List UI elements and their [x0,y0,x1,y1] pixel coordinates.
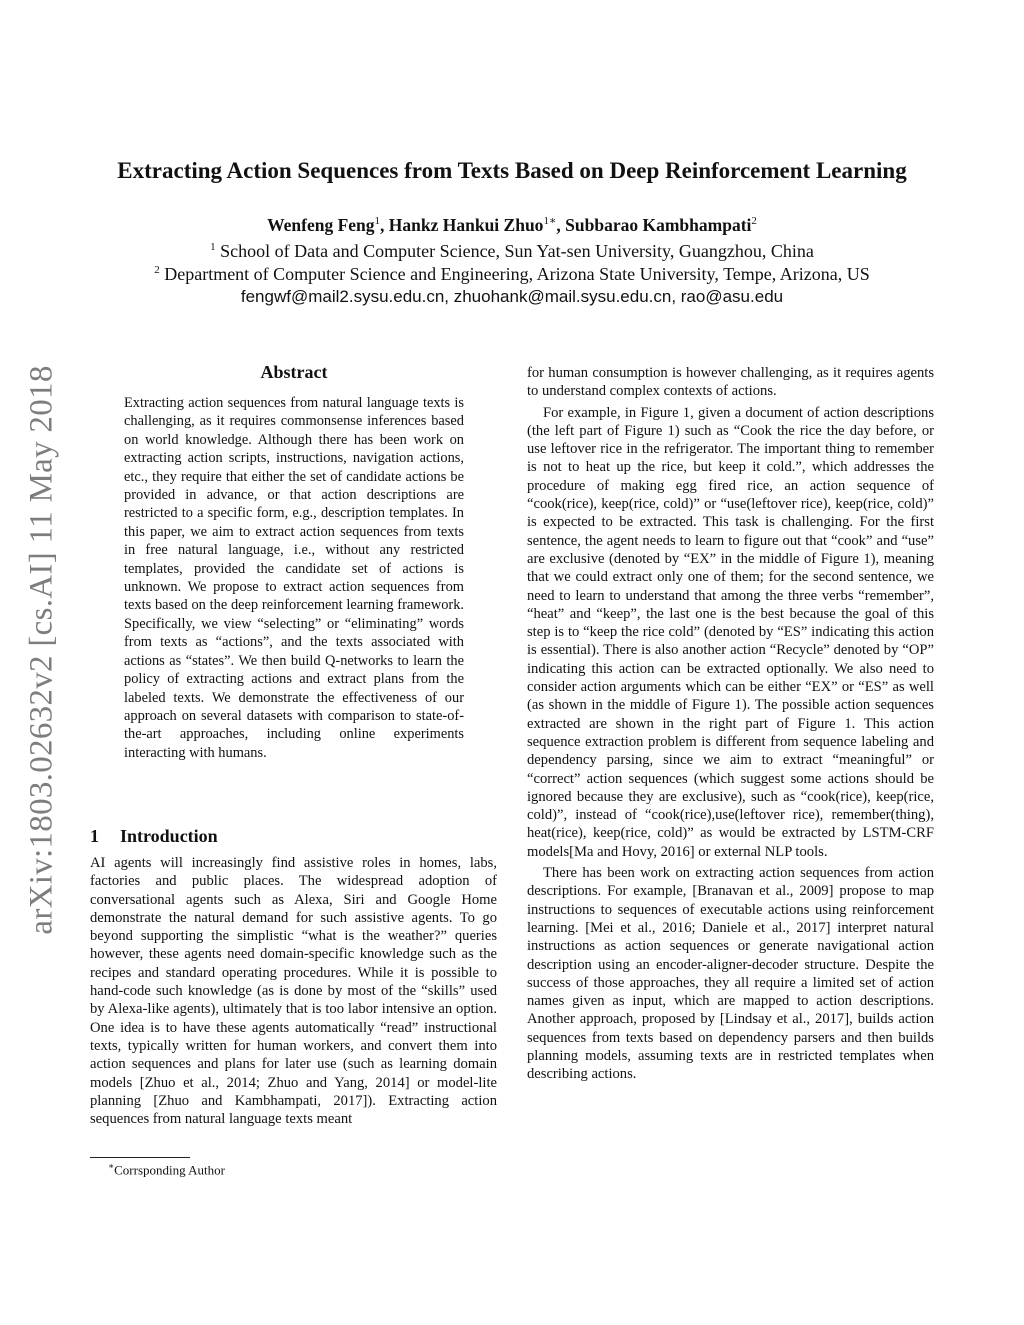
author-affiliation-mark: 1 [374,215,381,227]
paragraph: for human consumption is however challenging, as it requires agents to understand complex contexts of actions. [527,365,934,400]
paragraph: There has been work on extracting action sequences from action descriptions. For example, [Branavan et al., 2009] propose to map instructions to sequences of executable actions using reinforcement learning. [Mei et al., 2016; Daniele et al., 2017] interpret natural instructions as action sequences or generate navigational action description using an encoder-aligner-decoder structure. Despite the success of those approaches, they all require a limited set of action names given as input, which are mapped to action descriptions. Another approach, proposed by [Lindsay et al., 2017], builds action sequences from texts based on dependency parsers and then builds planning models, assuming texts are in restricted templates when describing actions. [527,865,934,1083]
paragraph: For example, in Figure 1, given a document of action descriptions (the left part of Figure 1) such as “Cook the rice the day before, or use leftover rice in the refrigerator. The important thing to remember is not to heat up the rice, but keep it cold.”, which addresses the procedure of making egg fired rice, an action sequence of “cook(rice), keep(rice, cold)” or “use(leftover rice), keep(rice, cold)” is expected to be extracted. This task is challenging. For the first sentence, the agent needs to learn to figure out that “cook” and “use” are exclusive (denoted by “EX” in the middle of Figure 1), meaning that we could extract only one of them; for the second sentence, we need to learn to understand that among the three verbs “remember”, “heat” and “keep”, the last one is the best because the goal of this step is to “keep the rice cold” (denoted by “ES” indicating this action is essential). There is also another action “Recycle” denoted by “OP” indicating this action can be extracted optionally. We also need to consider action arguments which can be either “EX” or “ES” as well (as shown in the middle of Figure 1). The possible action sequences extracted are shown in the right part of Figure 1. This action sequence extraction problem is different from sequence labeling and dependency parsing, since we aim to extract “meaningful” or “correct” action sequences (which suggest some actions should be ignored because they are exclusive), such as “cook(rice), keep(rice, cold)”, instead of “cook(rice),use(leftover rice), remember(thing), heat(rice), keep(rice, cold)” as would be extracted by LSTM-CRF models[Ma and Hovy, 2016] or external NLP tools. [527,404,934,860]
author-affiliation-mark: 1∗ [543,215,557,227]
affiliation-1 [0,241,1024,262]
affiliation-text: Department of Computer Science and Engineering, Arizona State University, Tempe, Arizona, US [164,264,870,284]
author-name: Hankz Hankui Zhuo [388,214,544,235]
footnote-text: Corrsponding Author [114,1162,225,1178]
author-name: Subbarao Kambhampati [565,214,752,235]
affiliation-text: School of Data and Computer Science, Sun Yat-sen University, Guangzhou, China [220,241,814,261]
affiliation-2 [0,264,1024,285]
author-emails: fengwf@mail2.sysu.edu.cn, zhuohank@mail.sysu.edu.cn, rao@asu.edu [240,287,784,306]
footnote [108,1161,225,1178]
author-affiliation-mark: 2 [751,215,757,227]
abstract-heading: Abstract [260,362,328,382]
arxiv-side-stamp: arXiv:1803.02632v2 [cs.AI] 11 May 2018 [23,365,60,935]
section-number: 1 [90,826,99,846]
affiliation-mark: 1 [210,241,216,253]
author-name: Wenfeng Feng [267,214,375,235]
section-title: Introduction [120,826,218,846]
intro-left-column: AI agents will increasingly find assistive roles in homes, labs, factories and public places. The widespread adoption of conversational agents such as Alexa, Siri and Google Home demonstrate the natural demand for such assistive agents. To go beyond supporting the simplistic “what is the weather?” queries however, these agents need domain-specific knowledge such as the recipes and standard operating procedures. While it is possible to hand-code such knowledge (as is done by most of the “skills” used by Alexa-like agents), ultimately that is too labor intensive an option. One idea is to have these agents automatically “read” instructional texts, typically written for human workers, and convert them into action sequences and plans for later use (such as learning domain models [Zhuo et al., 2014; Zhuo and Yang, 2014] or model-lite planning [Zhuo and Kambhampati, 2017]). Extracting action sequences from natural language texts meant [90,855,497,1128]
footnote-mark: ∗ [108,1161,115,1171]
section-heading [90,826,218,847]
intro-right-column [527,364,934,1084]
footnote-divider [90,1157,190,1158]
paper-title: Extracting Action Sequences from Texts Based on Deep Reinforcement Learning [117,158,907,183]
affiliation-mark: 2 [154,264,160,276]
author-line: Wenfeng Feng$^1$, Hankz Hankui Zhuo$^{1∗}$, Subbarao Kambhampati$^2$ [267,214,757,235]
abstract-body: Extracting action sequences from natural language texts is challenging, as it requires commonsense inferences based on world knowledge. Although there has been work on extracting action scripts, instructions, navigation actions, etc., they require that either the set of candidate actions be provided in advance, or that action descriptions are restricted to a specific form, e.g., description templates. In this paper, we aim to extract action sequences from texts in free natural language, i.e., without any restricted templates, provided the candidate set of actions is unknown. We propose to extract action sequences from texts based on the deep reinforcement learning framework. Specifically, we view “selecting” or “eliminating” words from texts as “actions”, and the texts associated with actions as “states”. We then build Q-networks to learn the policy of extracting actions and extract plans from the labeled texts. We demonstrate the effectiveness of our approach on several datasets with comparison to state-of-the-art approaches, including online experiments interacting with humans. [124,395,464,761]
